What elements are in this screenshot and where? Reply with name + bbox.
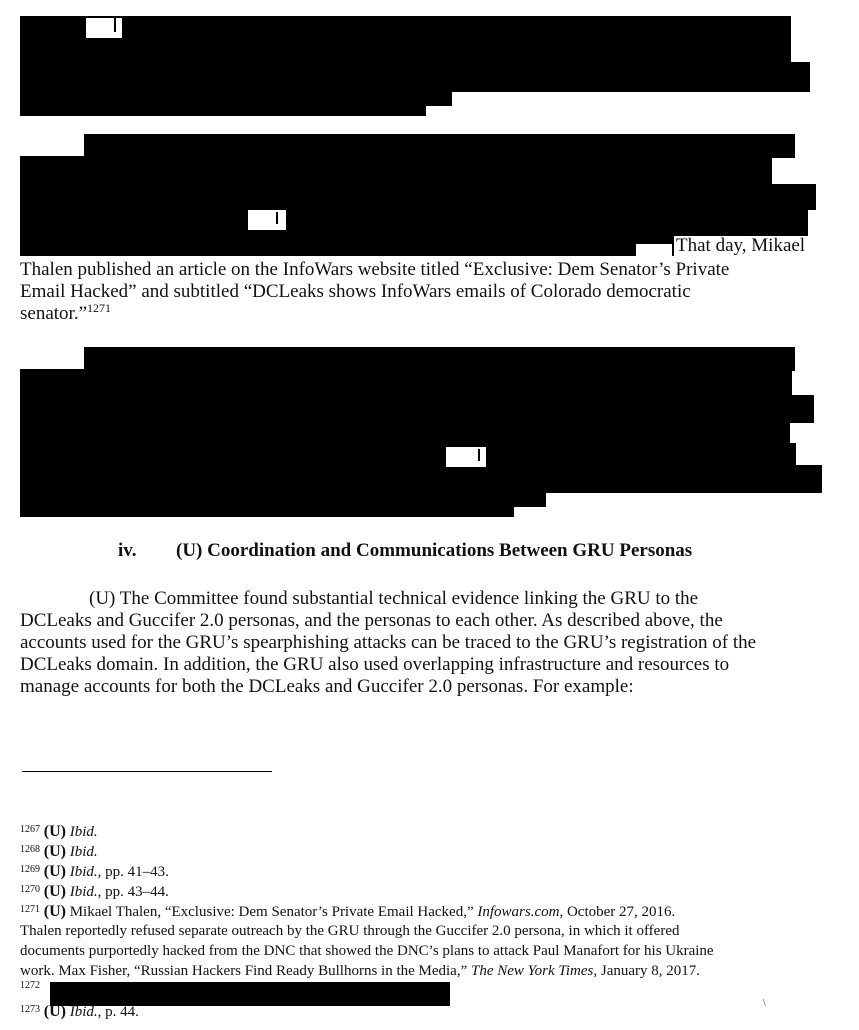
footnote-date: , October 27, 2016. <box>559 904 676 920</box>
section-title: (U) Coordination and Communications Between GRU Personas <box>176 540 693 561</box>
classification-marking: (U) <box>43 883 66 900</box>
classification-marking: (U) <box>43 823 66 840</box>
footnote-text: Mikael Thalen, “Exclusive: Dem Senator’s Private Email Hacked,” <box>69 904 474 920</box>
section-number: iv. <box>118 540 137 561</box>
paragraph-1-line-2: Thalen published an article on the InfoWars website titled “Exclusive: Dem Senator’s Private <box>20 259 730 280</box>
footnote-ref-1271[interactable]: 1271 <box>87 301 112 315</box>
footnote-source: The New York Times <box>471 963 594 979</box>
margin-mark: \ <box>763 998 766 1009</box>
footnote-text: Ibid. <box>69 844 98 860</box>
footnote-1271-line-3: documents purportedly hacked from the DNC that showed the DNC’s plans to attack Paul Manafort for his Ukraine <box>20 943 714 959</box>
footnote-1271-line-2: Thalen reportedly refused separate outreach by the GRU through the Guccifer 2.0 persona, in which it offered <box>20 923 680 939</box>
paragraph-2-line-3: accounts used for the GRU’s spearphishing attacks can be traced to the GRU’s registration of the <box>20 632 757 653</box>
paragraph-2-line-2: DCLeaks and Guccifer 2.0 personas, and the personas to each other. As described above, the <box>20 610 723 631</box>
footnote-1271 <box>20 903 675 921</box>
footnote-1268 <box>20 843 98 861</box>
footnote-1270 <box>20 883 169 901</box>
footnote-pages: , p. 44. <box>97 1004 139 1020</box>
footnote-number: 1271 <box>20 904 40 915</box>
footnote-1273 <box>20 1003 139 1021</box>
classification-marking: (U) <box>43 903 66 920</box>
footnote-1271-line-4 <box>20 963 700 980</box>
footnote-number: 1267 <box>20 824 40 835</box>
footnote-1269 <box>20 863 169 881</box>
paragraph-2-line-5: manage accounts for both the DCLeaks and Guccifer 2.0 personas. For example: <box>20 676 634 697</box>
footnote-1267 <box>20 823 98 841</box>
section-heading <box>118 540 692 562</box>
footnote-number: 1268 <box>20 844 40 855</box>
classification-marking: (U) <box>43 863 66 880</box>
footnote-source: Infowars.com <box>477 904 560 920</box>
footnote-citation: Ibid. <box>69 1004 98 1020</box>
footnote-number: 1273 <box>20 1004 40 1015</box>
footnote-citation: Ibid. <box>69 864 98 880</box>
footnote-date: , January 8, 2017. <box>593 963 701 979</box>
footnote-text: work. Max Fisher, “Russian Hackers Find Ready Bullhorns in the Media,” <box>20 963 468 979</box>
paragraph-1-lead-in: That day, Mikael <box>676 235 806 256</box>
footnote-number: 1269 <box>20 864 40 875</box>
footnote-pages: , pp. 43–44. <box>97 884 169 900</box>
classification-marking: (U) <box>43 1003 66 1020</box>
footnote-text: Ibid. <box>69 824 98 840</box>
paragraph-1-line-3: Email Hacked” and subtitled “DCLeaks shows InfoWars emails of Colorado democratic <box>20 281 691 302</box>
footnote-number: 1272 <box>20 980 40 991</box>
paragraph-1-line-4 <box>20 303 111 325</box>
footnote-pages: , pp. 41–43. <box>97 864 169 880</box>
paragraph-1-line-4-text: senator.” <box>20 303 88 324</box>
footnote-citation: Ibid. <box>69 884 98 900</box>
paragraph-2-line-4: DCLeaks domain. In addition, the GRU also used overlapping infrastructure and resources to <box>20 654 730 675</box>
classification-marking: (U) <box>43 843 66 860</box>
paragraph-2-line-1: (U) The Committee found substantial technical evidence linking the GRU to the <box>89 588 699 609</box>
footnote-number: 1270 <box>20 884 40 895</box>
footnote-separator <box>22 771 272 772</box>
footnote-1272 <box>20 980 40 997</box>
